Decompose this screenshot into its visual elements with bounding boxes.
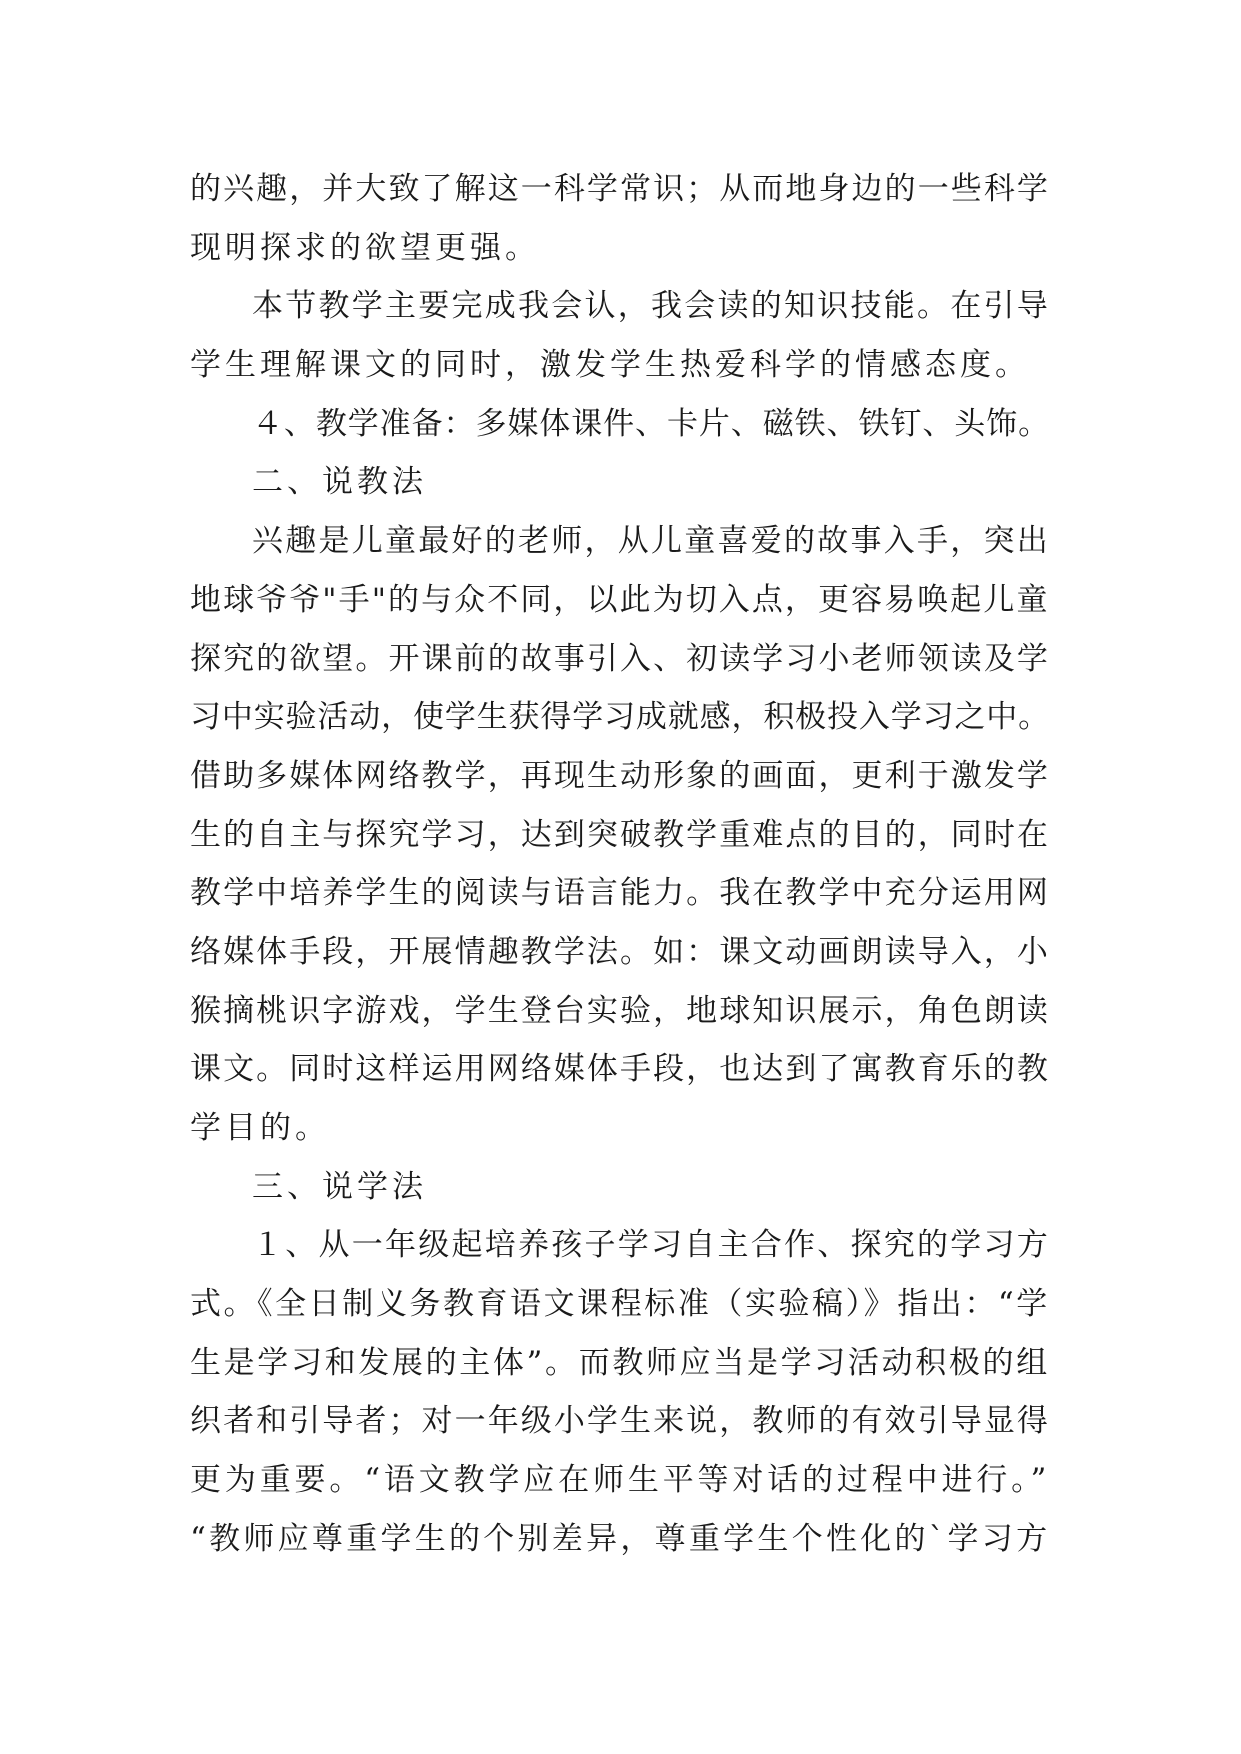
text-line: 生的自主与探究学习，达到突破教学重难点的目的，同时在 [190, 816, 1050, 853]
text-line: 教学中培养学生的阅读与语言能力。我在教学中充分运用网 [190, 875, 1050, 912]
text-line: 猴摘桃识字游戏，学生登台实验，地球知识展示，角色朗读 [190, 992, 1050, 1029]
text-line: 三、说学法 [252, 1168, 427, 1205]
text-line: 现明探求的欲望更强。 [190, 229, 540, 266]
text-line: 习中实验活动，使学生获得学习成就感，积极投入学习之中。 [190, 699, 1050, 736]
text-line: 学目的。 [190, 1110, 330, 1146]
text-line: 生是学习和发展的主体”。而教师应当是学习活动积极的组 [190, 1344, 1050, 1381]
text-line: １、从一年级起培养孩子学习自主合作、探究的学习方 [252, 1227, 1050, 1264]
text-line: 式。《全日制义务教育语文课程标准（实验稿）》指出：“学 [190, 1286, 1050, 1323]
text-line: 兴趣是儿童最好的老师，从儿童喜爱的故事入手，突出 [252, 523, 1050, 560]
text-line: 学生理解课文的同时，激发学生热爱科学的情感态度。 [190, 347, 1030, 384]
text-line: 织者和引导者；对一年级小学生来说，教师的有效引导显得 [190, 1403, 1050, 1440]
text-line: 本节教学主要完成我会认，我会读的知识技能。在引导 [252, 288, 1050, 325]
text-line: 课文。同时这样运用网络媒体手段，也达到了寓教育乐的教 [190, 1051, 1050, 1088]
text-line: 探究的欲望。开课前的故事引入、初读学习小老师领读及学 [190, 640, 1050, 677]
text-line: 的兴趣，并大致了解这一科学常识；从而地身边的一些科学 [190, 171, 1050, 207]
text-line: 二、说教法 [252, 464, 427, 501]
text-line: “教师应尊重学生的个别差异，尊重学生个性化的`学习方 [190, 1520, 1051, 1557]
text-line: 借助多媒体网络教学，再现生动形象的画面，更利于激发学 [190, 757, 1050, 794]
text-line: 地球爷爷"手"的与众不同，以此为切入点，更容易唤起儿童 [190, 581, 1050, 618]
text-line: 络媒体手段，开展情趣教学法。如：课文动画朗读导入，小 [190, 933, 1050, 970]
text-line: ４、教学准备：多媒体课件、卡片、磁铁、铁钉、头饰。 [252, 405, 1050, 442]
text-line: 更为重要。“语文教学应在师生平等对话的过程中进行。” [190, 1462, 1051, 1499]
body-text [190, 160, 1050, 1569]
